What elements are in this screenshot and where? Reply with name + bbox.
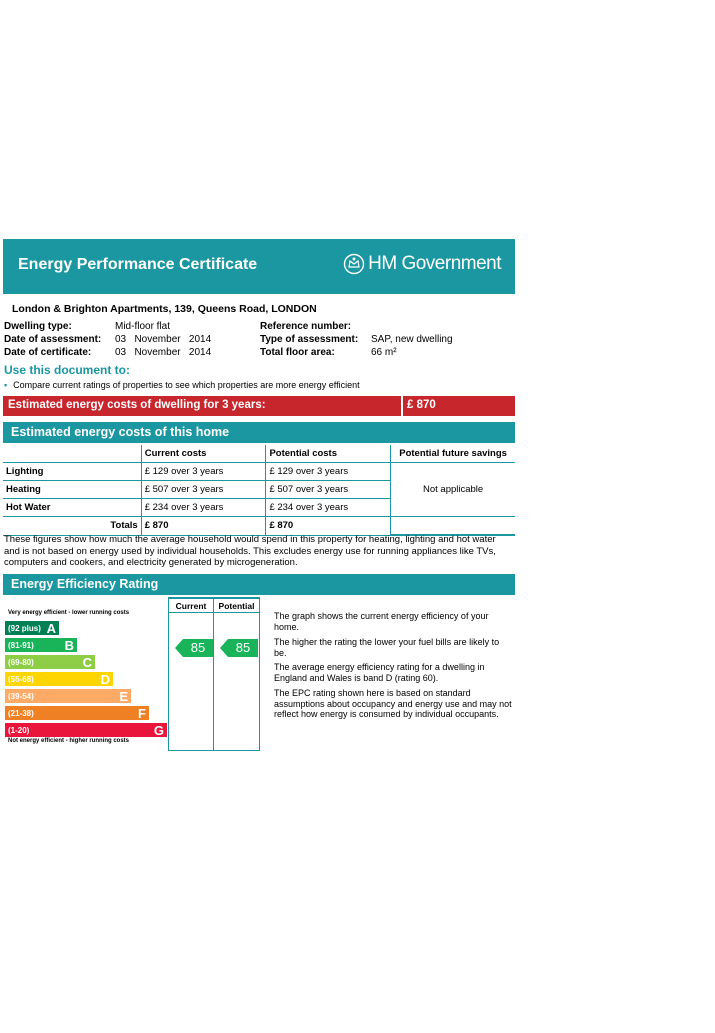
floor-area-value: 66 m² bbox=[371, 347, 397, 358]
type-assessment-value: SAP, new dwelling bbox=[371, 334, 453, 345]
date-certificate-label: Date of certificate: bbox=[4, 347, 92, 358]
estimated-costs-label: Estimated energy costs of dwelling for 3 years: bbox=[8, 399, 266, 411]
figures-note: These figures show how much the average household would spend in this property for heating, lighting and hot water and is not based on energy used by individual households. This excludes energy use for running appliances like TVs, computers and cookers, and electricity generated by microgeneration. bbox=[4, 534, 496, 568]
future-savings-header: Potential future savings bbox=[391, 445, 515, 463]
reference-label: Reference number: bbox=[260, 321, 352, 332]
row-label: Heating bbox=[3, 481, 141, 499]
band-letter: F bbox=[138, 706, 146, 721]
current-cost-cell: £ 507 over 3 years bbox=[141, 481, 266, 499]
date-assessment-label: Date of assessment: bbox=[4, 334, 102, 345]
totals-current: £ 870 bbox=[141, 517, 266, 536]
rating-band-d bbox=[5, 672, 113, 686]
current-cost-cell: £ 129 over 3 years bbox=[141, 463, 266, 481]
row-label: Lighting bbox=[3, 463, 141, 481]
reference-row bbox=[260, 321, 371, 332]
estimated-costs-bar bbox=[3, 396, 515, 416]
band-letter: C bbox=[82, 655, 92, 670]
bullet-icon: • bbox=[4, 380, 8, 390]
row-label: Hot Water bbox=[3, 499, 141, 517]
band-range: (81-91) bbox=[8, 641, 34, 650]
totals-potential: £ 870 bbox=[266, 517, 391, 536]
band-range: (39-54) bbox=[8, 692, 34, 701]
rating-info-4: The EPC rating shown here is based on standard assumptions about occupancy and energy use and may not reflect how energy is consumed by individual occupants. bbox=[274, 688, 512, 719]
floor-area-row bbox=[260, 347, 397, 358]
type-assessment-label: Type of assessment: bbox=[260, 334, 359, 345]
estimated-costs-value: £ 870 bbox=[407, 399, 436, 411]
band-letter: D bbox=[100, 672, 110, 687]
costs-section-header bbox=[3, 422, 515, 443]
costs-table-header bbox=[3, 445, 515, 463]
date-certificate-row bbox=[4, 347, 211, 358]
royal-crest-icon bbox=[343, 253, 365, 275]
rating-band-c bbox=[5, 655, 95, 669]
band-range: (55-68) bbox=[8, 675, 34, 684]
band-letter: G bbox=[153, 723, 164, 738]
potential-cost-cell: £ 129 over 3 years bbox=[266, 463, 391, 481]
current-rating-value: 85 bbox=[190, 640, 206, 655]
floor-area-label: Total floor area: bbox=[260, 347, 335, 358]
type-assessment-row bbox=[260, 334, 453, 345]
band-range: (1-20) bbox=[8, 726, 30, 735]
potential-rating-column bbox=[213, 597, 260, 751]
rating-band-g bbox=[5, 723, 167, 737]
logo-text: HM Government bbox=[368, 253, 501, 274]
rating-info-3: The average energy efficiency rating for a dwelling in England and Wales is band D (rating 60). bbox=[274, 662, 485, 683]
band-range: (21-38) bbox=[8, 709, 34, 718]
band-letter: E bbox=[119, 689, 128, 704]
dwelling-type-row bbox=[4, 321, 170, 332]
date-certificate-value: 03 November 2014 bbox=[115, 347, 212, 358]
rating-info-1: The graph shows the current energy efficiency of your home. bbox=[274, 611, 489, 632]
potential-column-header: Potential bbox=[218, 601, 255, 611]
table-row bbox=[3, 463, 515, 481]
potential-rating-value: 85 bbox=[235, 640, 251, 655]
dwelling-type-value: Mid-floor flat bbox=[115, 321, 171, 332]
rating-band-e bbox=[5, 689, 131, 703]
potential-costs-header: Potential costs bbox=[266, 445, 391, 463]
costs-section-title: Estimated energy costs of this home bbox=[11, 425, 230, 439]
dwelling-type-label: Dwelling type: bbox=[4, 321, 72, 332]
rating-top-note: Very energy efficient - lower running costs bbox=[8, 610, 130, 616]
property-address: London & Brighton Apartments, 139, Queens Road, LONDON bbox=[12, 303, 317, 315]
column-divider bbox=[169, 612, 213, 613]
date-assessment-row bbox=[4, 334, 211, 345]
use-document-bullet bbox=[4, 380, 360, 390]
blank-header-cell bbox=[3, 445, 141, 463]
divider bbox=[401, 396, 403, 416]
use-document-heading: Use this document to: bbox=[4, 363, 131, 377]
rating-section-title: Energy Efficiency Rating bbox=[11, 577, 159, 591]
certificate-header bbox=[3, 239, 515, 294]
current-costs-header: Current costs bbox=[141, 445, 266, 463]
rating-info-2: The higher the rating the lower your fuel bills are likely to be. bbox=[274, 637, 500, 658]
rating-band-f bbox=[5, 706, 149, 720]
rating-band-b bbox=[5, 638, 77, 652]
rating-bottom-note: Not energy efficient - higher running costs bbox=[8, 738, 130, 744]
potential-cost-cell: £ 234 over 3 years bbox=[266, 499, 391, 517]
band-letter: A bbox=[46, 621, 56, 636]
column-divider bbox=[214, 612, 259, 613]
current-column-header: Current bbox=[175, 601, 207, 611]
current-cost-cell: £ 234 over 3 years bbox=[141, 499, 266, 517]
savings-cell: Not applicable bbox=[391, 463, 515, 517]
totals-blank bbox=[391, 517, 515, 536]
band-range: (92 plus) bbox=[8, 624, 41, 633]
hm-government-logo bbox=[343, 253, 501, 275]
rating-band-a bbox=[5, 621, 59, 635]
band-range: (69-80) bbox=[8, 658, 34, 667]
totals-row bbox=[3, 517, 515, 536]
bullet-text: Compare current ratings of properties to see which properties are more energy efficient bbox=[13, 380, 360, 390]
certificate-title: Energy Performance Certificate bbox=[18, 256, 258, 273]
potential-cost-cell: £ 507 over 3 years bbox=[266, 481, 391, 499]
totals-label: Totals bbox=[3, 517, 141, 536]
costs-table bbox=[3, 445, 515, 536]
date-assessment-value: 03 November 2014 bbox=[115, 334, 212, 345]
current-rating-column bbox=[168, 597, 214, 751]
band-letter: B bbox=[64, 638, 74, 653]
rating-section-header bbox=[3, 574, 515, 595]
